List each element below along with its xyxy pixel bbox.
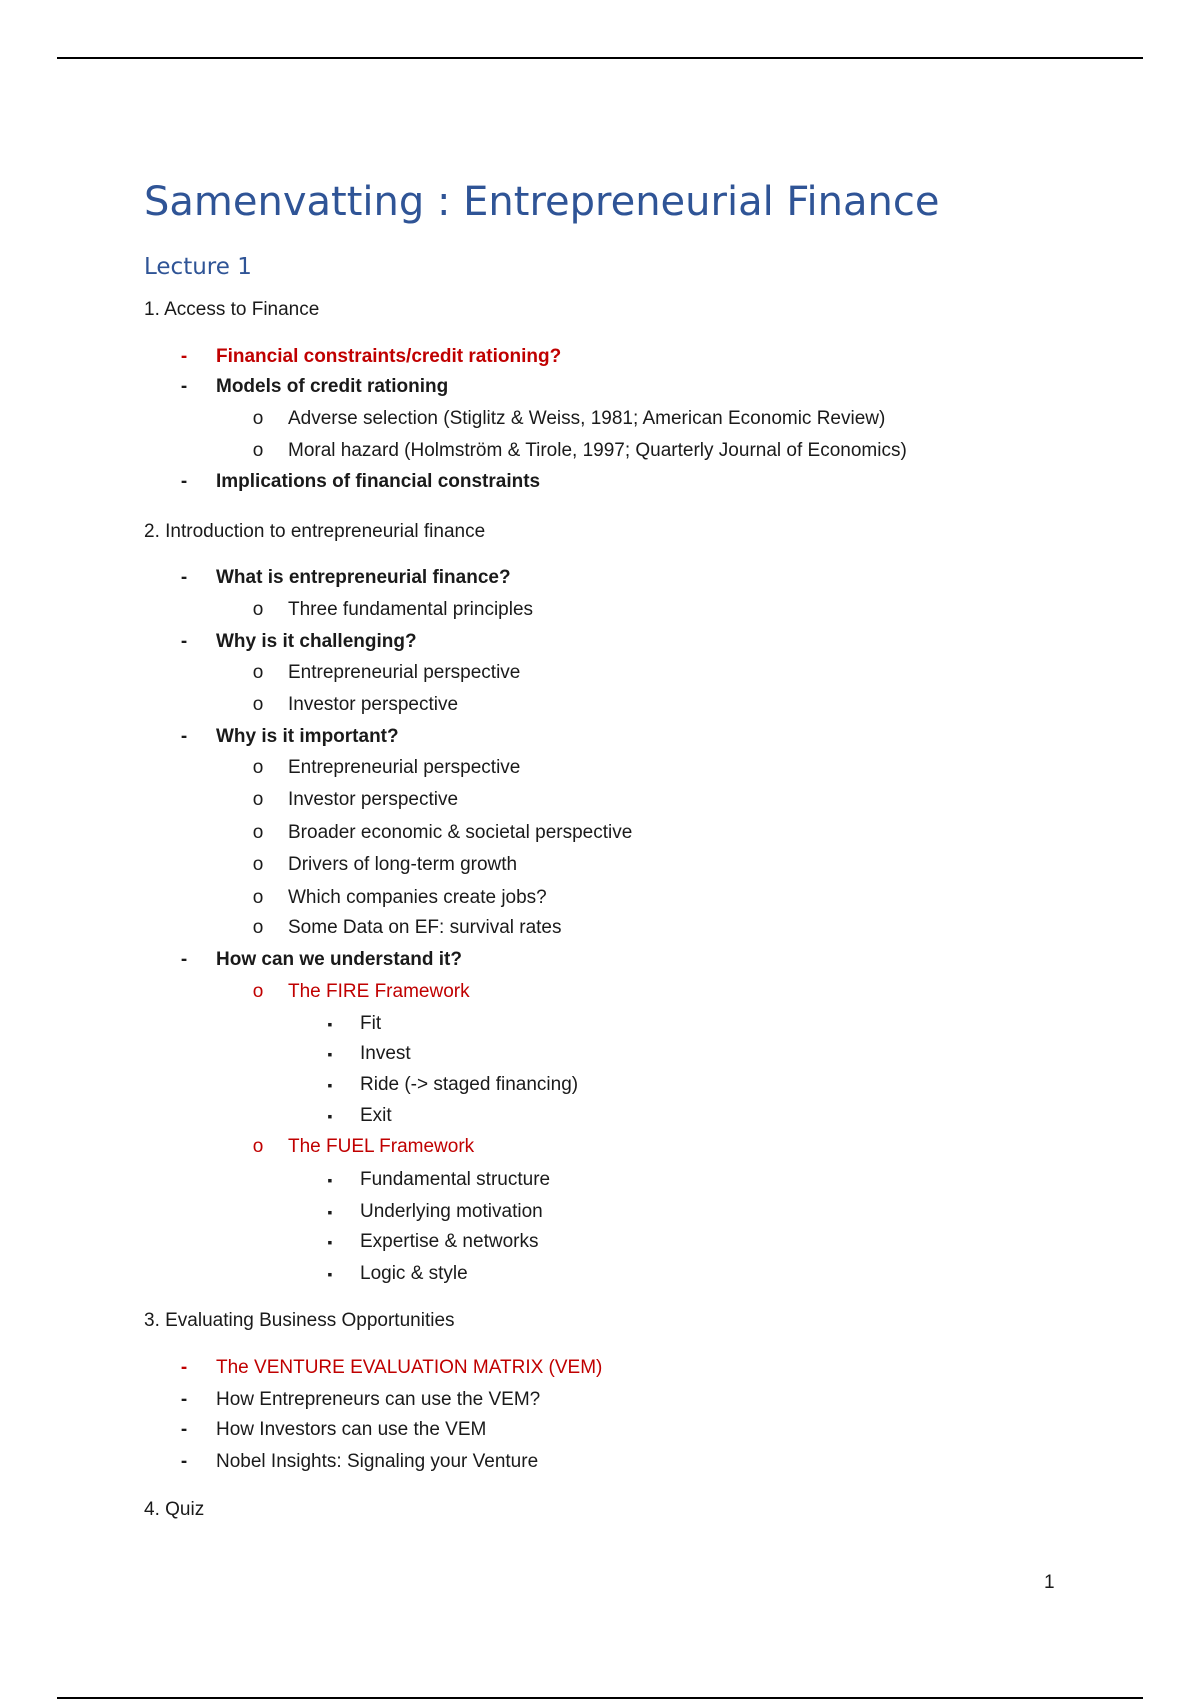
circle-bullet: o [252, 822, 264, 843]
list-item [244, 691, 458, 719]
list-item [172, 468, 540, 496]
square-bullet: ▪ [327, 1266, 333, 1282]
dash-bullet: - [180, 1451, 188, 1472]
list-item-text: Ride (-> staged financing) [360, 1074, 579, 1095]
list-item-text: Three fundamental principles [288, 599, 534, 620]
list-item-text: Fundamental structure [360, 1169, 551, 1190]
circle-bullet: o [252, 887, 264, 908]
list-item-text: Entrepreneurial perspective [288, 662, 521, 683]
list-item [172, 1354, 602, 1382]
circle-bullet: o [252, 599, 264, 620]
list-item [244, 819, 632, 847]
circle-bullet: o [252, 757, 264, 778]
list-item [172, 564, 511, 592]
dash-bullet: - [180, 1419, 188, 1440]
section-title: 4. Quiz [144, 1499, 205, 1520]
dash-bullet: - [180, 726, 188, 747]
list-item-text: Exit [360, 1105, 392, 1126]
list-item [316, 1102, 392, 1130]
circle-bullet: o [252, 981, 264, 1002]
square-bullet: ▪ [327, 1016, 333, 1032]
dash-bullet: - [180, 949, 188, 970]
circle-bullet: o [252, 854, 264, 875]
list-item-text: Adverse selection (Stiglitz & Weiss, 1981; American Economic Review) [288, 408, 886, 429]
list-item-text: Broader economic & societal perspective [288, 822, 633, 843]
list-item [316, 1071, 578, 1099]
list-item-text: The FUEL Framework [288, 1136, 475, 1157]
list-item-text: Logic & style [360, 1263, 468, 1284]
list-item-text: Moral hazard (Holmström & Tirole, 1997; Quarterly Journal of Economics) [288, 440, 907, 461]
list-item-text: Some Data on EF: survival rates [288, 917, 562, 938]
dash-bullet: - [180, 471, 188, 492]
square-bullet: ▪ [327, 1077, 333, 1093]
list-item [244, 437, 907, 465]
circle-bullet: o [252, 662, 264, 683]
list-item-text: Entrepreneurial perspective [288, 757, 521, 778]
list-item [244, 754, 520, 782]
list-item [172, 373, 448, 401]
list-item [244, 884, 547, 912]
list-item-text: What is entrepreneurial finance? [216, 567, 511, 588]
circle-bullet: o [252, 408, 264, 429]
square-bullet: ▪ [327, 1108, 333, 1124]
list-item [244, 596, 533, 624]
list-item-text: The FIRE Framework [288, 981, 470, 1002]
section-title: 1. Access to Finance [144, 299, 320, 320]
list-item-text: Expertise & networks [360, 1231, 539, 1252]
list-item-text: Models of credit rationing [216, 376, 449, 397]
list-item [172, 628, 417, 656]
list-item-text: Invest [360, 1043, 411, 1064]
square-bullet: ▪ [327, 1046, 333, 1062]
list-item [172, 343, 561, 371]
list-item [316, 1198, 543, 1226]
list-item-text: Fit [360, 1013, 382, 1034]
list-item [172, 1416, 486, 1444]
dash-bullet: - [180, 346, 188, 367]
circle-bullet: o [252, 440, 264, 461]
list-item [244, 978, 470, 1006]
list-item [316, 1040, 411, 1068]
list-item [316, 1010, 381, 1038]
list-item [244, 851, 517, 879]
circle-bullet: o [252, 789, 264, 810]
list-item-text: Implications of financial constraints [216, 471, 541, 492]
header-rule [57, 57, 1143, 59]
list-item-text: How can we understand it? [216, 949, 462, 970]
dash-bullet: - [180, 1389, 188, 1410]
list-item-text: Underlying motivation [360, 1201, 543, 1222]
list-item-text: Why is it important? [216, 726, 399, 747]
circle-bullet: o [252, 694, 264, 715]
square-bullet: ▪ [327, 1204, 333, 1220]
list-item-text: Why is it challenging? [216, 631, 417, 652]
list-item [244, 1133, 474, 1161]
lecture-heading: Lecture 1 [144, 254, 252, 280]
list-item [244, 786, 458, 814]
list-item-text: Which companies create jobs? [288, 887, 547, 908]
list-item-text: The VENTURE EVALUATION MATRIX (VEM) [216, 1357, 603, 1378]
list-item [244, 914, 562, 942]
list-item [316, 1260, 468, 1288]
list-item-text: How Entrepreneurs can use the VEM? [216, 1389, 541, 1410]
list-item [172, 946, 462, 974]
list-item-text: Drivers of long-term growth [288, 854, 518, 875]
list-item [244, 659, 520, 687]
square-bullet: ▪ [327, 1234, 333, 1250]
list-item-text: Investor perspective [288, 789, 459, 810]
footer-rule [57, 1697, 1143, 1699]
dash-bullet: - [180, 376, 188, 397]
list-item-text: Nobel Insights: Signaling your Venture [216, 1451, 539, 1472]
list-item [244, 405, 885, 433]
list-item-text: Investor perspective [288, 694, 459, 715]
list-item [172, 1448, 538, 1476]
list-item [316, 1228, 538, 1256]
circle-bullet: o [252, 917, 264, 938]
dash-bullet: - [180, 631, 188, 652]
section-title: 3. Evaluating Business Opportunities [144, 1310, 455, 1331]
list-item-text: Financial constraints/credit rationing? [216, 346, 562, 367]
document-title: Samenvatting : Entrepreneurial Finance [144, 179, 940, 225]
list-item [316, 1166, 550, 1194]
square-bullet: ▪ [327, 1172, 333, 1188]
list-item [172, 1386, 540, 1414]
dash-bullet: - [180, 1357, 188, 1378]
circle-bullet: o [252, 1136, 264, 1157]
page-number: 1 [1044, 1572, 1055, 1593]
dash-bullet: - [180, 567, 188, 588]
list-item-text: How Investors can use the VEM [216, 1419, 487, 1440]
section-title: 2. Introduction to entrepreneurial finance [144, 521, 486, 542]
list-item [172, 723, 399, 751]
